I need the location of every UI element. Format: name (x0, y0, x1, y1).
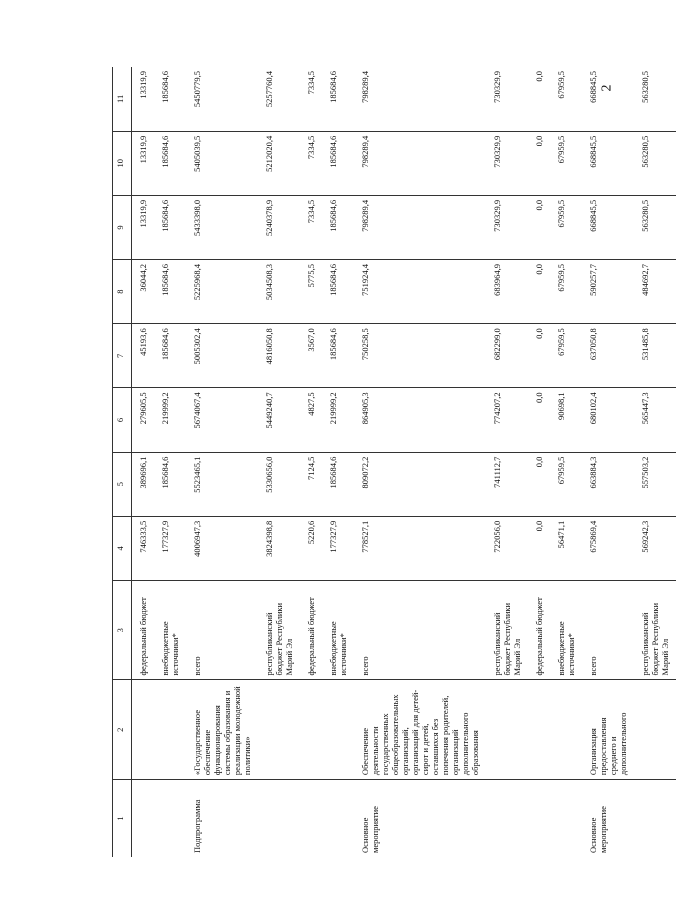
header-cell: 4 (113, 516, 132, 580)
amount-cell: 4006947,3 (186, 516, 258, 580)
header-cell: 7 (113, 324, 132, 388)
amount-cell: 4816050,8 (258, 324, 300, 388)
amount-cell: 741112,7 (486, 452, 528, 516)
amount-cell: 185684,6 (154, 67, 186, 131)
amount-cell: 563280,5 (634, 67, 676, 131)
amount-cell: 730329,9 (486, 131, 528, 195)
amount-cell: 746333,5 (132, 516, 155, 580)
amount-cell: 668845,5 (582, 131, 634, 195)
page-number: 2 (599, 84, 615, 92)
amount-cell: 90698,1 (550, 388, 582, 452)
table-row (634, 67, 676, 857)
item-type-cell: Основное мероприятие (360, 806, 380, 853)
funding-source-cell: всего (186, 580, 258, 680)
item-type-cell (132, 780, 155, 857)
amount-cell: 0,0 (528, 324, 550, 388)
amount-cell: 637050,8 (582, 324, 634, 388)
amount-cell: 67959,5 (550, 67, 582, 131)
item-type-cell: Подпрограмма (192, 799, 202, 853)
header-cell: 9 (113, 195, 132, 259)
item-name-cell (300, 680, 322, 780)
amount-cell: 67959,5 (550, 131, 582, 195)
item-type-cell: Основное мероприятие (588, 806, 608, 853)
amount-cell: 13319,9 (132, 67, 155, 131)
amount-cell: 45193,6 (132, 324, 155, 388)
amount-cell: 0,0 (528, 67, 550, 131)
funding-source-cell: внебюджетные источники* (154, 580, 186, 680)
amount-cell: 185684,6 (322, 195, 354, 259)
amount-cell: 279605,5 (132, 388, 155, 452)
item-name-cell (634, 680, 676, 780)
item-name-cell: «Государственное обеспечение функционирования системы образования и реализации молодежной политики» (186, 680, 258, 780)
header-cell: 8 (113, 260, 132, 324)
funding-source-cell: внебюджетные источники* (322, 580, 354, 680)
amount-cell: 5220,6 (300, 516, 322, 580)
amount-cell: 56471,1 (550, 516, 582, 580)
table-row (154, 67, 186, 857)
header-cell: 10 (113, 131, 132, 195)
amount-cell: 185684,6 (154, 195, 186, 259)
amount-cell: 4827,5 (300, 388, 322, 452)
amount-cell: 778527,1 (354, 516, 486, 580)
amount-cell: 185684,6 (322, 452, 354, 516)
amount-cell: 5034508,3 (258, 260, 300, 324)
item-name-cell: Организация предоставления среднего и дополнительного (582, 680, 634, 780)
amount-cell: 185684,6 (322, 260, 354, 324)
amount-cell: 185684,6 (154, 452, 186, 516)
amount-cell: 5257760,4 (258, 67, 300, 131)
amount-cell: 864905,3 (354, 388, 486, 452)
amount-cell: 185684,6 (322, 131, 354, 195)
item-name-cell (154, 680, 186, 780)
funding-source-cell: республиканский бюджет Республики Марий Эл (634, 580, 676, 680)
amount-cell: 0,0 (528, 452, 550, 516)
amount-cell: 5674067,4 (186, 388, 258, 452)
amount-cell: 5225968,4 (186, 260, 258, 324)
item-name-cell (528, 680, 550, 780)
funding-source-cell: федеральный бюджет (300, 580, 322, 680)
table-row (258, 67, 300, 857)
item-type-cell (634, 780, 676, 857)
table-row (300, 67, 322, 857)
header-row (113, 67, 132, 857)
amount-cell: 185684,6 (154, 260, 186, 324)
amount-cell: 730329,9 (486, 67, 528, 131)
amount-cell: 219999,2 (322, 388, 354, 452)
amount-cell: 13319,9 (132, 131, 155, 195)
amount-cell: 0,0 (528, 516, 550, 580)
amount-cell: 5775,5 (300, 260, 322, 324)
funding-source-cell: республиканский бюджет Республики Марий Эл (258, 580, 300, 680)
amount-cell: 5330656,0 (258, 452, 300, 516)
amount-cell: 563280,5 (634, 195, 676, 259)
amount-cell: 668845,5 (582, 195, 634, 259)
item-type-cell (154, 780, 186, 857)
amount-cell: 730329,9 (486, 195, 528, 259)
amount-cell: 809072,2 (354, 452, 486, 516)
table-row (132, 67, 155, 857)
amount-cell: 680102,4 (582, 388, 634, 452)
amount-cell: 185684,6 (322, 67, 354, 131)
item-name-cell (322, 680, 354, 780)
item-type-cell (486, 780, 528, 857)
header-cell: 3 (113, 580, 132, 680)
amount-cell: 798289,4 (354, 195, 486, 259)
amount-cell: 5523465,1 (186, 452, 258, 516)
amount-cell: 5405039,5 (186, 131, 258, 195)
amount-cell: 569242,3 (634, 516, 676, 580)
amount-cell: 663884,3 (582, 452, 634, 516)
funding-source-cell: всего (354, 580, 486, 680)
amount-cell: 798289,4 (354, 67, 486, 131)
amount-cell: 185684,6 (322, 324, 354, 388)
item-name-cell: Обеспечение деятельности государственных общеобразовательных организаций, организаций для детей-сирот и детей, оставшихся без попечения родителей, организаций дополнительного образования (354, 680, 486, 780)
amount-cell: 722056,0 (486, 516, 528, 580)
table-row (582, 67, 634, 857)
header-cell: 1 (113, 780, 132, 857)
amount-cell: 0,0 (528, 388, 550, 452)
amount-cell: 7124,5 (300, 452, 322, 516)
amount-cell: 3567,0 (300, 324, 322, 388)
amount-cell: 5005302,4 (186, 324, 258, 388)
funding-source-cell: республиканский бюджет Республики Марий Эл (486, 580, 528, 680)
amount-cell: 177327,9 (154, 516, 186, 580)
amount-cell: 13319,9 (132, 195, 155, 259)
header-cell: 11 (113, 67, 132, 131)
amount-cell: 751924,4 (354, 260, 486, 324)
table-row (528, 67, 550, 857)
budget-table (112, 67, 676, 857)
amount-cell: 5449240,7 (258, 388, 300, 452)
amount-cell: 0,0 (528, 131, 550, 195)
item-name-cell (258, 680, 300, 780)
amount-cell: 177327,9 (322, 516, 354, 580)
amount-cell: 185684,6 (154, 131, 186, 195)
funding-source-cell: федеральный бюджет (132, 580, 155, 680)
table-body (132, 67, 676, 857)
amount-cell: 67959,5 (550, 195, 582, 259)
amount-cell: 5212020,4 (258, 131, 300, 195)
amount-cell: 185684,6 (154, 324, 186, 388)
item-name-cell (486, 680, 528, 780)
funding-source-cell: всего (582, 580, 634, 680)
amount-cell: 7334,5 (300, 131, 322, 195)
table-row (322, 67, 354, 857)
table-row (354, 67, 486, 857)
amount-cell: 36044,2 (132, 260, 155, 324)
amount-cell: 67959,5 (550, 452, 582, 516)
amount-cell: 668845,5 (582, 67, 634, 131)
amount-cell: 557503,2 (634, 452, 676, 516)
item-name-cell (132, 680, 155, 780)
table-row (486, 67, 528, 857)
amount-cell: 3824398,8 (258, 516, 300, 580)
amount-cell: 5450779,5 (186, 67, 258, 131)
amount-cell: 774207,2 (486, 388, 528, 452)
amount-cell: 750258,5 (354, 324, 486, 388)
item-type-cell (322, 780, 354, 857)
funding-source-cell: федеральный бюджет (528, 580, 550, 680)
amount-cell: 0,0 (528, 260, 550, 324)
amount-cell: 675869,4 (582, 516, 634, 580)
amount-cell: 67959,5 (550, 324, 582, 388)
item-type-cell (258, 780, 300, 857)
funding-source-cell: внебюджетные источники* (550, 580, 582, 680)
header-cell: 6 (113, 388, 132, 452)
amount-cell: 5433398,0 (186, 195, 258, 259)
amount-cell: 389696,1 (132, 452, 155, 516)
table-row (550, 67, 582, 857)
amount-cell: 67959,5 (550, 260, 582, 324)
amount-cell: 531485,8 (634, 324, 676, 388)
amount-cell: 682299,0 (486, 324, 528, 388)
amount-cell: 0,0 (528, 195, 550, 259)
item-type-cell (528, 780, 550, 857)
amount-cell: 683964,9 (486, 260, 528, 324)
amount-cell: 563280,5 (634, 131, 676, 195)
rotated-table-container (112, 67, 670, 857)
header-cell: 5 (113, 452, 132, 516)
amount-cell: 5240378,9 (258, 195, 300, 259)
item-name-cell (550, 680, 582, 780)
item-type-cell (300, 780, 322, 857)
amount-cell: 484692,7 (634, 260, 676, 324)
amount-cell: 565447,3 (634, 388, 676, 452)
header-cell: 2 (113, 680, 132, 780)
amount-cell: 7334,5 (300, 195, 322, 259)
amount-cell: 798289,4 (354, 131, 486, 195)
amount-cell: 219999,2 (154, 388, 186, 452)
table-row (186, 67, 258, 857)
item-type-cell (550, 780, 582, 857)
amount-cell: 590257,7 (582, 260, 634, 324)
amount-cell: 7334,5 (300, 67, 322, 131)
